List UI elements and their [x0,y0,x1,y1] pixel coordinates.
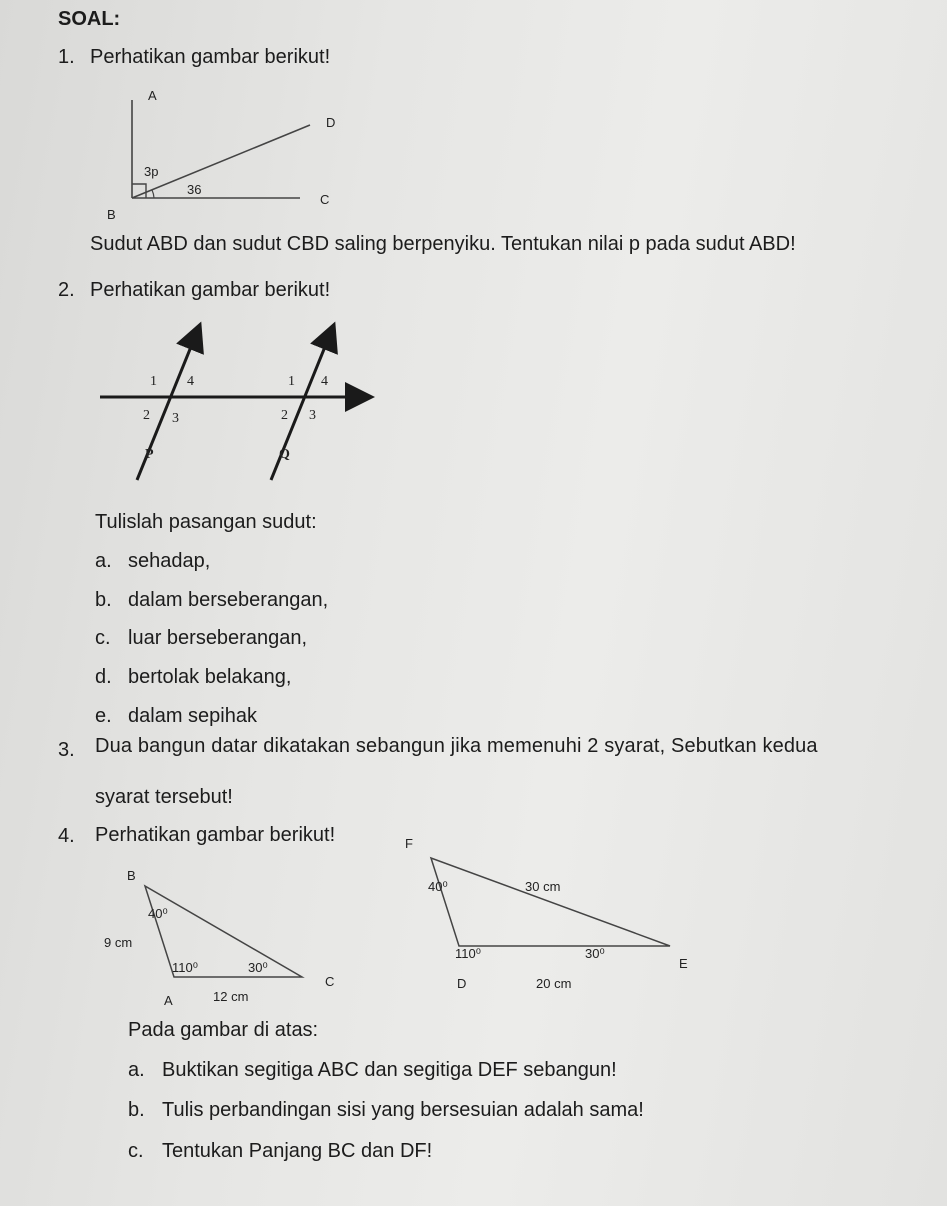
label-c: C [320,192,330,207]
label-vertex-d: D [457,976,467,991]
q4-part-a: Buktikan segitiga ABC dan segitiga DEF sebangun! [162,1059,617,1081]
q4-intro: Pada gambar di atas: [128,1019,319,1041]
q4-number: 4. [58,825,75,847]
page-title: SOAL: [58,8,121,30]
q4-part-b: Tulis perbandingan sisi yang bersesuian adalah sama! [162,1099,644,1121]
label-angle-e: 30⁰ [585,946,605,961]
p-angle-4: 4 [187,374,194,389]
q4-part-c: Tentukan Panjang BC dan DF! [162,1140,433,1162]
q2-figure [95,315,385,490]
label-vertex-a: A [164,993,173,1008]
triangle-def [431,858,670,946]
q2-option-a: sehadap, [128,550,211,572]
label-a: A [148,88,157,103]
triangle-abc [145,886,302,977]
q2-option-a-letter: a. [95,550,112,572]
q2-option-b-letter: b. [95,589,112,611]
q2-option-c: luar berseberangan, [128,627,308,649]
q2-instruction: Tulislah pasangan sudut: [95,511,317,533]
label-angle-a: 110⁰ [172,960,198,975]
q-angle-2: 2 [281,408,288,423]
label-vertex-f: F [405,836,413,851]
label-angle-d: 110⁰ [455,946,481,961]
label-vertex-e: E [679,956,688,971]
q3-line1: Dua bangun datar dikatakan sebangun jika memenuhi 2 syarat, Sebutkan kedua [95,735,818,757]
label-side-fe: 30 cm [525,879,561,894]
p-angle-2: 2 [143,408,150,423]
label-side-ab: 9 cm [104,935,133,950]
label-vertex-c: C [325,974,335,989]
angle-cbd-arc [152,190,154,198]
q2-prompt: Perhatikan gambar berikut! [90,279,331,301]
q1-figure [100,80,360,225]
p-angle-1: 1 [150,374,157,389]
label-d: D [326,115,336,130]
q2-number: 2. [58,279,75,301]
q4-part-c-letter: c. [128,1140,144,1162]
triangle-def-figure [395,828,715,1000]
ray-bd [132,125,310,198]
triangle-abc-figure [100,860,370,1010]
q4-prompt: Perhatikan gambar berikut! [95,824,336,846]
q1-prompt: Perhatikan gambar berikut! [90,46,331,68]
q4-part-a-letter: a. [128,1059,145,1081]
label-angle-abd: 3p [144,164,159,179]
q2-option-e: dalam sepihak [128,705,257,727]
q2-option-d: bertolak belakang, [128,666,292,688]
label-b: B [107,207,116,222]
label-angle-b: 40⁰ [148,906,168,921]
q1-question: Sudut ABD dan sudut CBD saling berpenyiku. Tentukan nilai p pada sudut ABD! [90,233,796,255]
q-angle-1: 1 [288,374,295,389]
label-line-p: P [145,447,154,462]
q-angle-4: 4 [321,374,328,389]
label-side-de: 20 cm [536,976,572,991]
q3-line2: syarat tersebut! [95,786,233,808]
label-side-ac: 12 cm [213,989,249,1004]
label-angle-c: 30⁰ [248,960,268,975]
q2-option-b: dalam berseberangan, [128,589,329,611]
q4-part-b-letter: b. [128,1099,145,1121]
q2-option-e-letter: e. [95,705,112,727]
label-angle-cbd: 36 [187,182,202,197]
q2-option-c-letter: c. [95,627,111,649]
label-line-q: Q [279,447,290,462]
q1-number: 1. [58,46,75,68]
q-angle-3: 3 [309,408,316,423]
q2-option-d-letter: d. [95,666,112,688]
label-angle-f: 40⁰ [428,879,448,894]
p-angle-3: 3 [172,411,179,426]
q3-number: 3. [58,739,75,761]
label-vertex-b: B [127,868,136,883]
